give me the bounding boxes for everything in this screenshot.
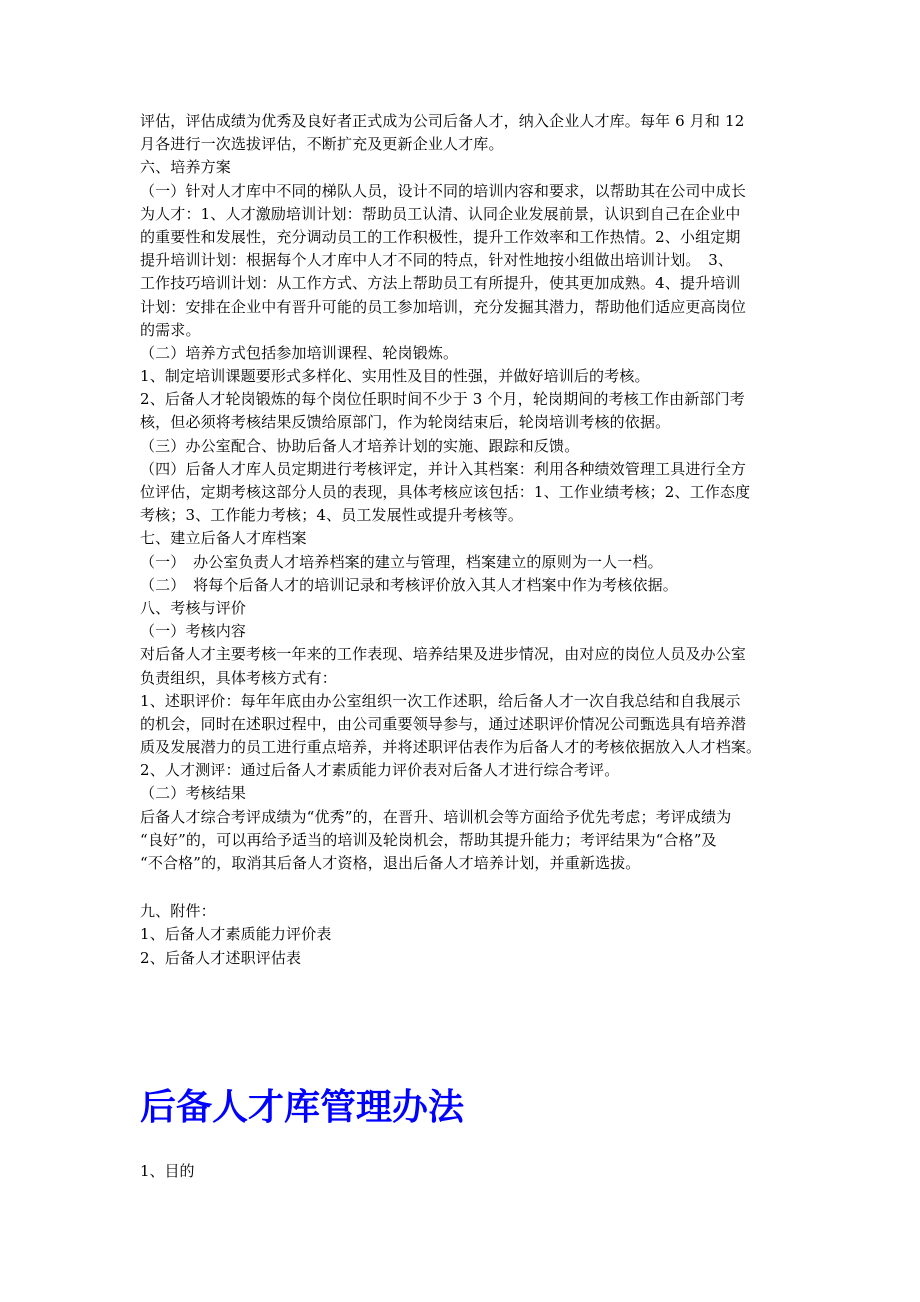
paragraph-line: （二）培养方式包括参加培训课程、轮岗锻炼。 [140, 343, 459, 362]
paragraph-line: 对后备人才主要考核一年来的工作表现、培养结果及进步情况，由对应的岗位人员及办公室 [140, 645, 747, 664]
attachment-item: 1、后备人才素质能力评价表 [140, 925, 332, 944]
paragraph-line: 2、人才测评：通过后备人才素质能力评价表对后备人才进行综合考评。 [140, 761, 620, 780]
paragraph-line: “不合格”的，取消其后备人才资格，退出后备人才培养计划，并重新选拔。 [140, 854, 641, 872]
paragraph-line: （二）考核结果 [140, 784, 247, 803]
section-heading: 七、建立后备人才库档案 [140, 529, 307, 548]
paragraph-line: 评估，评估成绩为优秀及良好者正式成为公司后备人才，纳入企业人才库。每年 6 月和 12 [140, 112, 745, 130]
paragraph-line: 负责组织，具体考核方式有： [140, 668, 337, 687]
paragraph-line: （三）办公室配合、协助后备人才培养计划的实施、跟踪和反馈。 [140, 436, 580, 455]
text-block-attachments [140, 900, 790, 970]
paragraph-line: 位评估，定期考核这部分人员的表现，具体考核应该包括：1、工作业绩考核；2、工作态度 [140, 483, 751, 501]
section-heading: 八、考核与评价 [140, 598, 247, 617]
paragraph-line: （一）针对人才库中不同的梯队人员，设计不同的培训内容和要求，以帮助其在公司中成长 [140, 181, 747, 200]
purpose-heading: 1、目的 [140, 1162, 195, 1180]
paragraph-line: （四）后备人才库人员定期进行考核评定，并计入其档案：利用各种绩效管理工具进行全方 [140, 459, 747, 478]
document-title: 后备人才库管理办法 [140, 1087, 465, 1128]
paragraph-gap [140, 875, 790, 900]
paragraph-line: 提升培训计划：根据每个人才库中人才不同的特点，针对性地按小组做出培训计划。 3、 [140, 251, 734, 270]
paragraph-line: 的机会，同时在述职过程中，由公司重要领导参与，通过述职评价情况公司甄选具有培养潜 [140, 714, 747, 733]
paragraph-line: 工作技巧培训计划：从工作方式、方法上帮助员工有所提升，使其更加成熟。4、提升培训 [140, 274, 741, 293]
document-body [140, 110, 790, 970]
paragraph-line: （一）考核内容 [140, 622, 247, 641]
paragraph-line: 1、制定培训课题要形式多样化、实用性及目的性强，并做好培训后的考核。 [140, 367, 650, 386]
paragraph-line: 的重要性和发展性，充分调动员工的工作积极性，提升工作效率和工作热情。2、小组定期 [140, 227, 741, 246]
paragraph-line: 为人才：1、人才激励培训计划：帮助员工认清、认同企业发展前景，认识到自己在企业中 [140, 204, 741, 223]
paragraph-line: （一） 办公室负责人才培养档案的建立与管理，档案建立的原则为一人一档。 [140, 552, 663, 571]
paragraph-line: 质及发展潜力的员工进行重点培养，并将述职评估表作为后备人才的考核依据放入人才档案。 [140, 738, 762, 757]
paragraph-line: 2、后备人才轮岗锻炼的每个岗位任职时间不少于 3 个月，轮岗期间的考核工作由新部门考 [140, 390, 745, 409]
text-block-main [140, 110, 790, 875]
paragraph-line: 的需求。 [140, 320, 201, 339]
paragraph-line: 计划：安排在企业中有晋升可能的员工参加培训，充分发掘其潜力，帮助他们适应更高岗位 [140, 297, 747, 316]
section-heading: 九、附件： [140, 902, 216, 921]
section-heading: 六、培养方案 [140, 158, 231, 177]
attachment-item: 2、后备人才述职评估表 [140, 948, 302, 967]
paragraph-line: 1、述职评价：每年年底由办公室组织一次工作述职，给后备人才一次自我总结和自我展示 [140, 691, 741, 710]
paragraph-line: 核，但必须将考核结果反馈给原部门，作为轮岗结束后，轮岗培训考核的依据。 [140, 413, 671, 432]
paragraph-line: （二） 将每个后备人才的培训记录和考核评价放入其人才档案中作为考核依据。 [140, 575, 678, 594]
paragraph-line: 月各进行一次选拔评估，不断扩充及更新企业人才库。 [140, 135, 504, 154]
paragraph-line: 考核；3、工作能力考核；4、员工发展性或提升考核等。 [140, 506, 523, 525]
paragraph-line: 后备人才综合考评成绩为“优秀”的，在晋升、培训机会等方面给予优先考虑；考评成绩为 [140, 807, 732, 826]
paragraph-line: “良好”的，可以再给予适当的培训及轮岗机会，帮助其提升能力；考评结果为“合格”及 [140, 830, 717, 849]
